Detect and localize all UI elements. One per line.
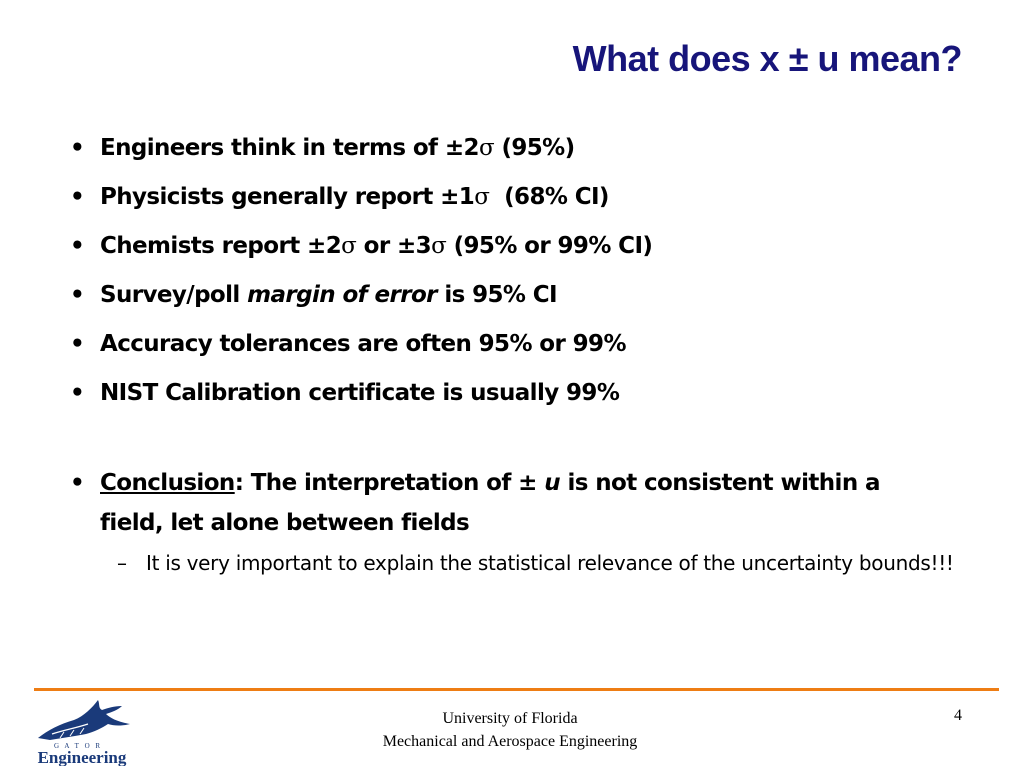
gator-logo-icon: [30, 694, 142, 766]
list-item: [70, 173, 950, 222]
bullet-dot: •: [70, 282, 85, 308]
title-prefix: What does: [572, 38, 760, 79]
sigma-symbol: σ: [478, 135, 495, 161]
footer-university: University of Florida: [442, 710, 578, 727]
bullet-text: is 95% CI: [436, 282, 558, 308]
list-item: [70, 320, 950, 369]
title-plus-minus: ±: [779, 38, 818, 79]
footer-divider: [34, 688, 999, 691]
bullet-list: [70, 124, 954, 580]
conclusion-label: Conclusion: [100, 470, 235, 496]
bullet-italic-text: margin of error: [247, 282, 437, 308]
list-item: [70, 124, 950, 173]
sub-bullet-dash: –: [117, 551, 127, 575]
conclusion-text: : The interpretation of ±: [234, 470, 545, 496]
bullet-dot: •: [70, 135, 85, 161]
bullet-text: (95% or 99% CI): [446, 233, 653, 259]
title-suffix: mean?: [838, 38, 962, 79]
bullet-dot: •: [70, 331, 85, 357]
list-item: [70, 369, 950, 418]
conclusion-text: is not consistent within a field, let alone between fields: [100, 470, 880, 536]
bullet-text: (68% CI): [489, 184, 609, 210]
bullet-dot: •: [70, 470, 85, 496]
list-item: [70, 222, 950, 271]
bullet-dot: •: [70, 233, 85, 259]
bullet-text: Engineers think in terms of ±2: [100, 135, 479, 161]
spacer: [70, 418, 950, 467]
bullet-text: Chemists report ±2: [100, 233, 342, 259]
bullet-dot: •: [70, 380, 85, 406]
gator-engineering-logo: [30, 694, 142, 766]
bullet-text: Survey/poll: [100, 282, 248, 308]
list-item: [70, 271, 950, 320]
svg-text:G A T O R: G A T O R: [53, 742, 103, 750]
sub-bullet-text: It is very important to explain the statistical relevance of the uncertainty bounds!!!: [146, 551, 954, 575]
page-number: 4: [954, 707, 962, 724]
slide-title: [573, 38, 962, 80]
footer-department: Mechanical and Aerospace Engineering: [382, 733, 638, 750]
svg-text:Engineering: Engineering: [37, 748, 127, 766]
title-u-symbol: u: [817, 38, 839, 79]
title-x-symbol: x: [759, 38, 780, 79]
sigma-symbol: σ: [431, 233, 447, 259]
bullet-text: NIST Calibration certificate is usually 99%: [100, 380, 620, 406]
conclusion-item: [70, 463, 920, 543]
conclusion-italic-u: u: [544, 470, 561, 496]
bullet-text: Physicists generally report ±1: [100, 184, 475, 210]
sigma-symbol: σ: [341, 233, 357, 259]
sub-bullet: [70, 547, 956, 580]
sigma-symbol: σ: [474, 184, 490, 210]
bullet-dot: •: [70, 184, 85, 210]
bullet-text: Accuracy tolerances are often 95% or 99%: [100, 331, 626, 357]
footer-text: [340, 707, 680, 753]
bullet-text: or ±3: [356, 233, 432, 259]
bullet-text: (95%): [494, 135, 575, 161]
